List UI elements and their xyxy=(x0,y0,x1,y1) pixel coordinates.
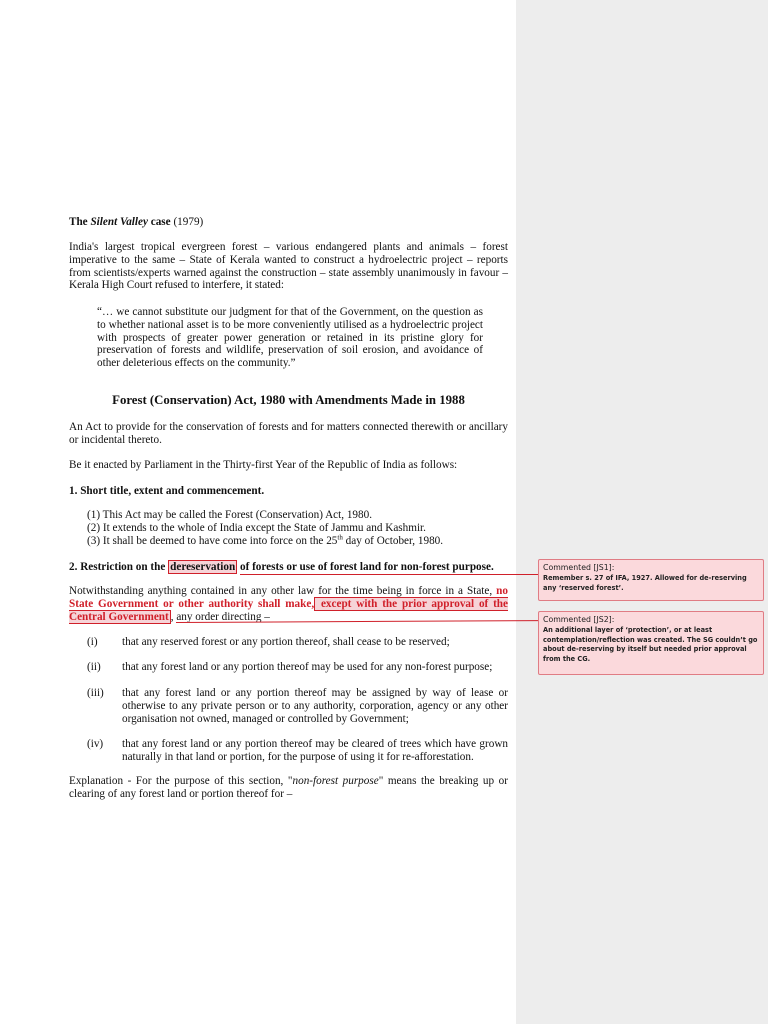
case-summary-paragraph: India's largest tropical evergreen forest – various endangered plants and animals – forest imperative to the same – State of Kerala wanted to construct a hydroelectric project – reports from scientists/experts warned against the construction – state assembly unanimously in favour – Kerala High Court refused to interfere, it stated: xyxy=(69,241,508,292)
clause-number: (ii) xyxy=(87,661,101,673)
section-1-item: (1) This Act may be called the Forest (Conservation) Act, 1980. xyxy=(87,509,373,521)
act-intro: An Act to provide for the conservation of forests and for matters connected therewith or ancillary or incidental thereto. xyxy=(69,421,508,446)
dereservation-comment-anchor[interactable]: dereservation xyxy=(170,561,236,573)
clause-text: that any forest land or any portion thereof may be assigned by way of lease or otherwise to any private person or to any authority, corporation, agency or any other organisation not owned, managed or controlled by Government; xyxy=(122,687,508,725)
comment-body: An additional layer of ‘protection’, or at least contemplation/reflection was created. The SG couldn’t go about de-reserving by itself but needed prior approval from the CG. xyxy=(543,626,758,663)
clause-text: that any reserved forest or any portion thereof, shall cease to be reserved; xyxy=(122,636,450,648)
comments-pane xyxy=(516,0,768,1024)
enactment-clause: Be it enacted by Parliament in the Thirty-first Year of the Republic of India as follows: xyxy=(69,459,458,471)
comment-js2[interactable] xyxy=(538,611,764,675)
case-title: The Silent Valley case (1979) xyxy=(69,216,204,228)
comment-connector-line xyxy=(240,574,538,575)
section-1-heading: 1. Short title, extent and commencement. xyxy=(69,485,265,497)
explanation-paragraph: Explanation - For the purpose of this section, "non-forest purpose" means the breaking up or clearing of any forest land or portion thereof for – xyxy=(69,775,509,800)
prior-approval-comment-anchor[interactable]: except with the prior approval of the Central Government xyxy=(69,597,508,623)
comment-body: Remember s. 27 of IFA, 1927. Allowed for de-reserving any ‘reserved forest’. xyxy=(543,574,747,592)
court-quote: “… we cannot substitute our judgment for that of the Government, on the question as to whether national asset is to be more conveniently utilised as a hydroelectric project with prospects of greater power generation or retained in its pristine glory for preservation of forests and wildlife, preservation of soil erosion, and avoidance of other deleterious effects on the community.” xyxy=(97,306,483,370)
clause-number: (i) xyxy=(87,636,98,648)
section-1-item: (2) It extends to the whole of India except the State of Jammu and Kashmir. xyxy=(87,522,426,534)
section-1-item: (3) It shall be deemed to have come into force on the 25th day of October, 1980. xyxy=(87,533,444,547)
section-2-paragraph: Notwithstanding anything contained in any other law for the time being in force in a State, no State Government or other authority shall make, except with the prior approval of the Central Government , any order directing – xyxy=(69,585,508,623)
comment-title: Commented [JS2]: xyxy=(543,615,615,624)
comment-title: Commented [JS1]: xyxy=(543,563,615,572)
clause-text: that any forest land or any portion thereof may be cleared of trees which have grown naturally in that land or portion, for the purpose of using it for re-afforestation. xyxy=(122,738,508,763)
clause-number: (iv) xyxy=(87,738,104,750)
comment-js1[interactable] xyxy=(538,559,764,601)
act-title: Forest (Conservation) Act, 1980 with Amendments Made in 1988 xyxy=(112,393,465,407)
clause-number: (iii) xyxy=(87,687,104,699)
clause-text: that any forest land or any portion thereof may be used for any non-forest purpose; xyxy=(122,661,493,673)
section-2-heading: 2. Restriction on the dereservation of forests or use of forest land for non-forest purpose. xyxy=(69,561,494,573)
